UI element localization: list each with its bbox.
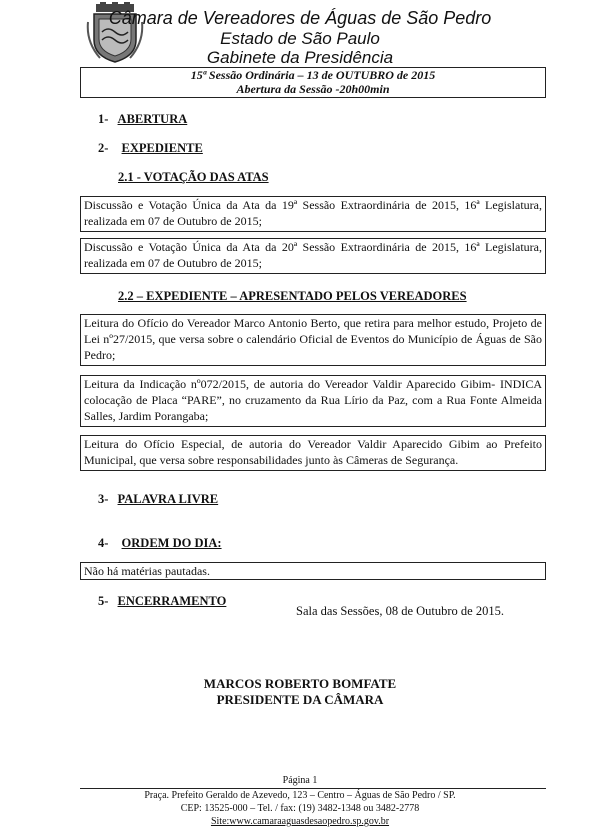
ata-20-box: Discussão e Votação Única da Ata da 20ª Sessão Extraordinária de 2015, 16ª Legislatura, realizada em 07 de Outubro de 2015; bbox=[80, 238, 546, 274]
item-number: 1- bbox=[98, 112, 109, 126]
footer-divider bbox=[80, 788, 546, 789]
section-votacao-atas: 2.1 - VOTAÇÃO DAS ATAS bbox=[118, 170, 269, 184]
item-label: EXPEDIENTE bbox=[121, 141, 203, 155]
expediente-oficio-especial: Leitura do Ofício Especial, de autoria do Vereador Valdir Aparecido Gibim ao Prefeito Municipal, que versa sobre responsabilidades junto às Câmeras de Segurança. bbox=[80, 435, 546, 471]
chamber-name: Câmara de Vereadores de Águas de São Pedro bbox=[108, 8, 492, 28]
state-name: Estado de São Paulo bbox=[220, 29, 380, 48]
session-opening-time: Abertura da Sessão -20h00min bbox=[236, 82, 390, 96]
page-number: Página 1 bbox=[282, 775, 318, 786]
footer-address: Praça. Prefeito Geraldo de Azevedo, 123 – Centro – Águas de São Pedro / SP. bbox=[144, 790, 456, 801]
item-number: 2- bbox=[98, 141, 109, 155]
agenda-item-abertura bbox=[98, 112, 187, 127]
agenda-item-encerramento bbox=[98, 594, 226, 609]
agenda-item-expediente bbox=[98, 141, 203, 156]
president-title: PRESIDENTE DA CÂMARA bbox=[216, 692, 384, 707]
item-label: ABERTURA bbox=[117, 112, 188, 126]
footer-website[interactable]: Site:www.camaraaguasdesaopedro.sp.gov.br bbox=[210, 816, 390, 827]
section-expediente-vereadores: 2.2 – EXPEDIENTE – APRESENTADO PELOS VEREADORES bbox=[118, 289, 467, 303]
session-title: 15ª Sessão Ordinária – 13 de OUTUBRO de 2015 bbox=[190, 68, 436, 82]
footer-contact: CEP: 13525-000 – Tel. / fax: (19) 3482-1348 ou 3482-2778 bbox=[180, 803, 420, 814]
item-number: 4- bbox=[98, 536, 109, 550]
ata-19-box: Discussão e Votação Única da Ata da 19ª Sessão Extraordinária de 2015, 16ª Legislatura, realizada em 07 de Outubro de 2015; bbox=[80, 196, 546, 232]
item-label: ORDEM DO DIA: bbox=[121, 536, 222, 550]
expediente-indicacao-072: Leitura da Indicação nº072/2015, de autoria do Vereador Valdir Aparecido Gibim- INDICA colocação de Placa “PARE”, no cruzamento da Rua Lírio da Paz, com a Rua Fonte Almeida Salles, Jardim Porangaba; bbox=[80, 375, 546, 427]
item-number: 5- bbox=[98, 594, 109, 608]
item-label: ENCERRAMENTO bbox=[117, 594, 227, 608]
item-number: 3- bbox=[98, 492, 109, 506]
agenda-item-palavra-livre bbox=[98, 492, 218, 507]
president-name: MARCOS ROBERTO BOMFATE bbox=[203, 676, 397, 691]
ordem-do-dia-box: Não há matérias pautadas. bbox=[80, 562, 546, 580]
office-name: Gabinete da Presidência bbox=[206, 48, 394, 67]
item-label: PALAVRA LIVRE bbox=[117, 492, 219, 506]
expediente-oficio-berto: Leitura do Ofício do Vereador Marco Antonio Berto, que retira para melhor estudo, Projeto de Lei nº27/2015, que versa sobre o calendário Oficial de Eventos do Município de Águas de São Pedro; bbox=[80, 314, 546, 366]
agenda-item-ordem-do-dia bbox=[98, 536, 222, 551]
session-date: Sala das Sessões, 08 de Outubro de 2015. bbox=[296, 604, 504, 618]
session-info-box bbox=[80, 67, 546, 98]
